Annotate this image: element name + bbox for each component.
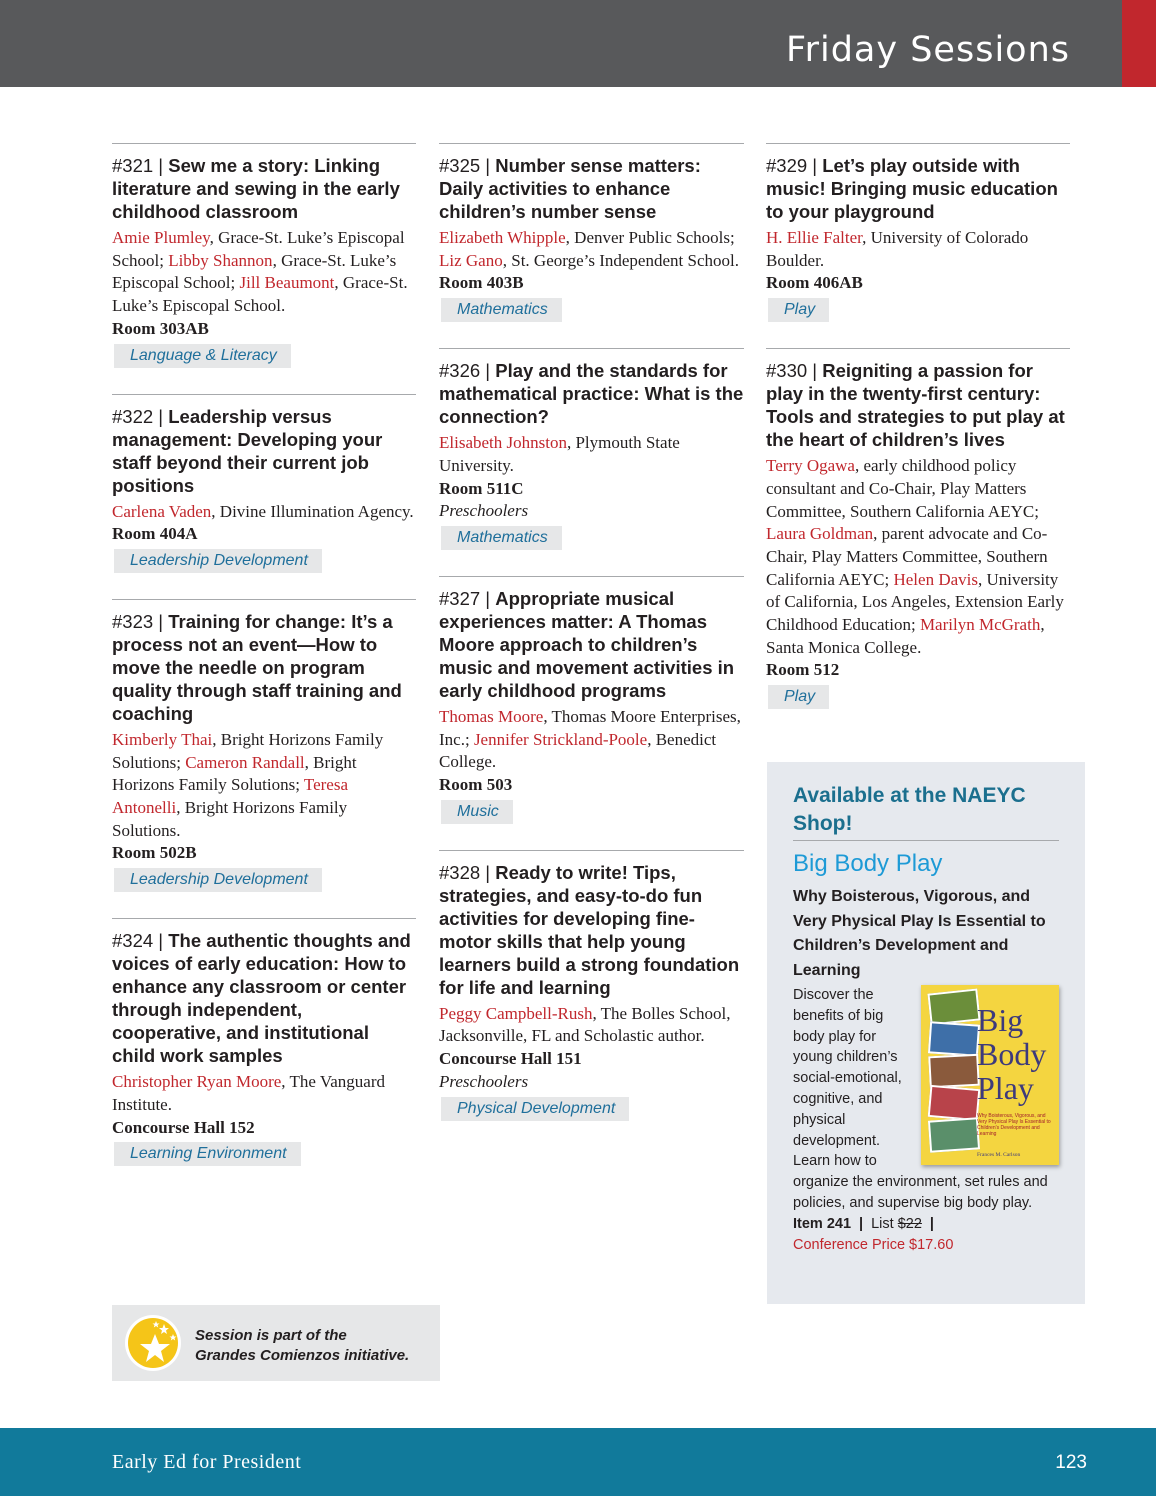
session-number: #325: [439, 155, 481, 176]
session-room: Room 503: [439, 775, 513, 795]
session-room: Room 403B: [439, 273, 524, 293]
presenter-name: Kimberly Thai: [112, 729, 213, 749]
session-room: Room 404A: [112, 524, 198, 544]
presenter-affiliation: , Thomas Moore Enterprises, Inc.;: [439, 706, 741, 749]
presenter-affiliation: , Divine Illumination Agency.: [211, 501, 414, 521]
presenter-affiliation: , Santa Monica College.: [766, 615, 1045, 657]
presenter-affiliation: , Plymouth State University.: [439, 433, 680, 475]
session-room: Room 406AB: [766, 273, 863, 293]
grandes-text: Session is part of the Grandes Comienzos initiative.: [195, 1327, 410, 1364]
presenter-name: Liz Gano: [439, 250, 503, 270]
presenter-affiliation: , The Vanguard Institute.: [112, 1072, 386, 1114]
session-328: [439, 850, 744, 1121]
session-title: Number sense matters: Daily activities to enhance children’s number sense: [439, 155, 701, 222]
cover-photo-collage: [929, 989, 975, 1159]
session-room: Concourse Hall 151: [439, 1049, 582, 1069]
session-heading: #329 | Let’s play outside with music! Bringing music education to your playground: [766, 155, 1058, 222]
session-heading: #324 | The authentic thoughts and voices of early education: How to enhance any classroom or center through independent, cooperative, and institutional child work samples: [112, 930, 411, 1067]
session-title: Leadership versus management: Developing your staff beyond their current job positions: [112, 405, 383, 496]
item-number: Item 241: [793, 1215, 852, 1232]
presenter-name: Helen Davis: [893, 569, 978, 589]
column-3: [766, 143, 1070, 735]
session-presenters: [439, 1003, 744, 1048]
session-number: #323: [112, 610, 154, 632]
topic-tag: Music: [441, 800, 513, 824]
session-325: [439, 143, 744, 322]
session-title: Sew me a story: Linking literature and sewing in the early childhood classroom: [112, 155, 400, 222]
topic-tag: Mathematics: [441, 298, 562, 322]
presenter-name: Elisabeth Johnston: [439, 433, 567, 453]
cover-title: Big Body Play: [977, 1002, 1047, 1106]
book-description: Discover the benefits of big body play for young children’s social-emotional, cognitive, and physical development. Learn how to organize the environment, set rules and policies, and supervise big body play.: [793, 987, 1048, 1211]
session-title: Let’s play outside with music! Bringing music education to your playground: [766, 155, 1058, 222]
session-number: #330: [766, 360, 808, 382]
presenter-name: Teresa Antonelli: [112, 775, 349, 818]
presenter-affiliation: , Grace-St. Luke’s Episcopal School.: [112, 273, 408, 316]
topic-tag: Play: [768, 298, 829, 322]
presenter-name: Elizabeth Whipple: [439, 228, 566, 247]
session-326: [439, 348, 744, 550]
session-audience: Preschoolers: [439, 501, 529, 521]
presenter-name: Marilyn McGrath: [919, 615, 1041, 635]
presenter-name: Jennifer Strickland-Poole: [473, 729, 648, 749]
session-heading: #328 | Ready to write! Tips, strategies, and easy-to-do fun activities for developing fine-motor skills that help young learners build a strong foundation for life and learning: [439, 861, 740, 998]
star-badge-icon: [124, 1314, 182, 1372]
presenter-name: Amie Plumley: [112, 228, 210, 247]
cover-author: Frances M. Carlson: [977, 1152, 1021, 1158]
presenter-affiliation: , Benedict College.: [439, 729, 717, 772]
page-header: [0, 0, 1156, 87]
column-1: [112, 143, 416, 1192]
list-label: List: [871, 1215, 894, 1232]
session-presenters: [112, 227, 416, 318]
session-room: Room 303AB: [112, 318, 209, 338]
session-presenters: [439, 227, 744, 272]
session-number: #327: [439, 587, 481, 609]
presenter-affiliation: , The Bolles School, Jacksonville, FL and Scholastic author.: [439, 1003, 731, 1046]
presenter-name: Thomas Moore: [439, 706, 544, 726]
presenter-affiliation: , Grace-St. Luke’s Episcopal School;: [112, 228, 405, 270]
session-heading: #322 | Leadership versus management: Developing your staff beyond their current job positions: [112, 405, 383, 496]
page-title: Friday Sessions: [786, 30, 1070, 70]
presenter-affiliation: , early childhood policy consultant and Co-Chair, Play Matters Committee, Southern California AEYC;: [766, 456, 1039, 521]
topic-tag: Language & Literacy: [114, 344, 291, 368]
presenter-name: Carlena Vaden: [112, 501, 212, 521]
column-2: [439, 143, 744, 1147]
session-heading: #323 | Training for change: It’s a process not an event—How to move the needle on program quality through staff training and coaching: [112, 610, 402, 724]
presenter-affiliation: , University of Colorado Boulder.: [766, 228, 1029, 270]
session-title: The authentic thoughts and voices of early education: How to enhance any classroom or center through independent, cooperative, and institutional child work samples: [112, 930, 411, 1067]
presenter-affiliation: , University of California, Los Angeles, Extension Early Childhood Education;: [766, 569, 1064, 635]
topic-tag: Physical Development: [441, 1097, 629, 1121]
session-321: [112, 143, 416, 368]
presenter-affiliation: , St. George’s Independent School.: [502, 250, 739, 270]
presenter-name: H. Ellie Falter: [766, 228, 863, 247]
presenter-name: Cameron Randall: [185, 752, 305, 772]
presenter-name: Peggy Campbell-Rush: [439, 1003, 593, 1023]
session-room: Concourse Hall 152: [112, 1117, 255, 1137]
presenter-affiliation: , parent advocate and Co-Chair, Play Matters Committee, Southern California AEYC;: [766, 524, 1048, 589]
presenter-affiliation: , Bright Horizons Family Solutions.: [112, 798, 348, 840]
session-title: Training for change: It’s a process not an event—How to move the needle on program quality through staff training and coaching: [112, 610, 402, 724]
session-room: Room 511C: [439, 478, 524, 498]
page-footer: [0, 1428, 1156, 1496]
presenter-affiliation: , Denver Public Schools;: [565, 228, 735, 247]
book-subtitle: Why Boisterous, Vigorous, and Very Physical Play Is Essential to Children’s Development and Learning: [793, 888, 1046, 979]
session-room: Room 512: [766, 660, 840, 680]
presenter-name: Jill Beaumont: [239, 273, 335, 293]
topic-tag: Mathematics: [441, 526, 562, 550]
session-presenters: [766, 227, 1070, 272]
presenter-name: Terry Ogawa: [766, 456, 855, 476]
session-title: Reigniting a passion for play in the twenty-first century: Tools and strategies to put play at the heart of children’s lives: [766, 360, 1065, 451]
session-322: [112, 394, 416, 573]
shop-promo-box: [767, 762, 1085, 1304]
session-room: Room 502B: [112, 843, 197, 863]
session-presenters: [112, 501, 416, 524]
header-accent-tab: [1122, 0, 1156, 87]
conference-price: Conference Price $17.60: [793, 1236, 954, 1253]
session-number: #328: [439, 861, 481, 883]
session-title: Play and the standards for mathematical practice: What is the connection?: [439, 360, 744, 428]
session-number: #326: [439, 360, 481, 382]
session-presenters: [112, 729, 416, 843]
session-presenters: [439, 432, 744, 477]
session-327: [439, 576, 744, 824]
topic-tag: Play: [768, 685, 829, 709]
presenter-affiliation: , Bright Horizons Family Solutions;: [112, 752, 357, 795]
session-heading: #327 | Appropriate musical experiences matter: A Thomas Moore approach to children’s music and movement activities in early childhood programs: [439, 587, 735, 701]
session-audience: Preschoolers: [439, 1071, 529, 1091]
session-presenters: [439, 706, 744, 774]
session-329: [766, 143, 1070, 322]
book-description-block: [793, 985, 1059, 1214]
session-presenters: [766, 455, 1070, 659]
session-heading: #326 | Play and the standards for mathematical practice: What is the connection?: [439, 360, 744, 428]
presenter-name: Christopher Ryan Moore: [112, 1072, 282, 1092]
session-title: Ready to write! Tips, strategies, and easy-to-do fun activities for developing fine-motor skills that help young learners build a strong foundation for life and learning: [439, 861, 740, 998]
session-330: [766, 348, 1070, 709]
shop-heading: Available at the NAEYC Shop!: [793, 782, 1059, 841]
presenter-name: Laura Goldman: [766, 524, 874, 544]
session-heading: #330 | Reigniting a passion for play in the twenty-first century: Tools and strategies to put play at the heart of children’s lives: [766, 360, 1065, 451]
session-number: #322: [112, 405, 154, 427]
session-presenters: [112, 1071, 416, 1116]
book-title: Big Body Play: [793, 850, 943, 877]
page-number: 123: [1055, 1452, 1087, 1473]
topic-tag: Learning Environment: [114, 1142, 301, 1166]
book-cover-image: [921, 985, 1059, 1165]
topic-tag: Leadership Development: [114, 868, 322, 892]
book-pricing: Item 241 | List $22 |: [793, 1215, 934, 1232]
session-number: #321: [112, 155, 154, 176]
topic-tag: Leadership Development: [114, 549, 322, 573]
grandes-comienzos-legend: [112, 1305, 440, 1381]
presenter-affiliation: , Bright Horizons Family Solutions;: [112, 729, 384, 772]
session-number: #324: [112, 930, 154, 952]
session-323: [112, 599, 416, 892]
session-number: #329: [766, 155, 808, 176]
session-heading: #321 | Sew me a story: Linking literature and sewing in the early childhood classroom: [112, 155, 400, 222]
session-heading: #325 | Number sense matters: Daily activities to enhance children’s number sense: [439, 155, 701, 222]
list-price: $22: [897, 1215, 922, 1232]
session-title: Appropriate musical experiences matter: A Thomas Moore approach to children’s music and movement activities in early childhood programs: [439, 587, 735, 701]
cover-subtitle: Why Boisterous, Vigorous, and Very Physical Play Is Essential to Children's Development and Learning: [977, 1113, 1051, 1137]
presenter-affiliation: , Grace-St. Luke’s Episcopal School;: [112, 250, 397, 293]
footer-title: Early Ed for President: [112, 1451, 302, 1473]
presenter-name: Libby Shannon: [168, 250, 273, 270]
session-324: [112, 918, 416, 1166]
